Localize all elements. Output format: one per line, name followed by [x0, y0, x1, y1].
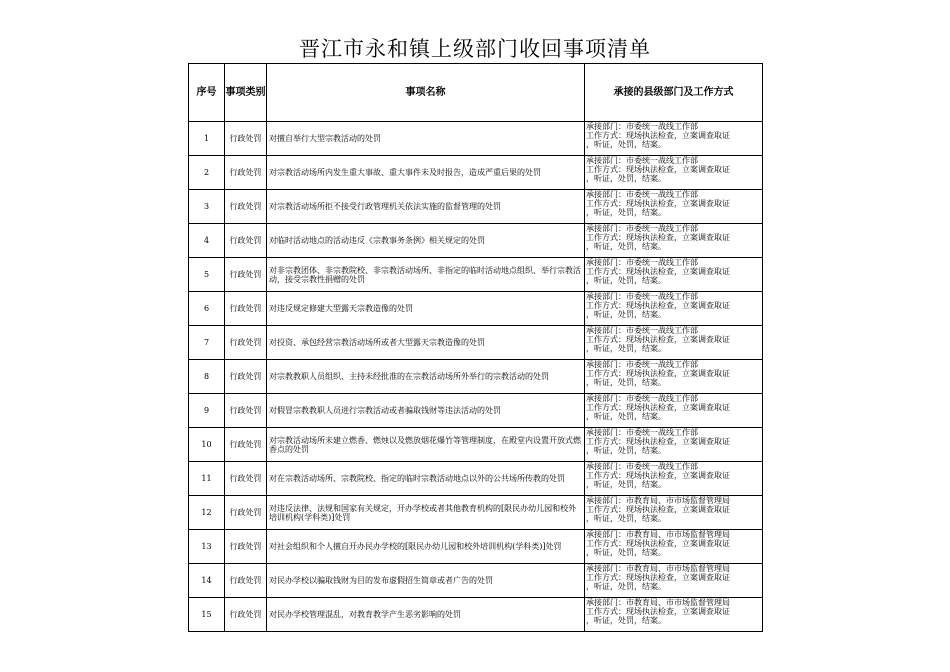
dept-dept-line2: 工作方式：现场执法检查，立案调查取证: [586, 607, 730, 616]
dept-dept-line1: 承接部门：市委统一战线工作部: [586, 360, 698, 369]
dept-dept-line2: 工作方式：现场执法检查，立案调查取证: [586, 199, 730, 208]
dept-dept-line3: ，听证，处罚，结案。: [586, 412, 666, 421]
dept-dept-line1: 承接部门：市委统一战线工作部: [586, 292, 698, 301]
header-num: 序号: [189, 64, 225, 122]
row-number: 5: [189, 258, 225, 292]
dept-dept-line3: ，听证，处罚，结案。: [586, 140, 666, 149]
row-number: 2: [189, 156, 225, 190]
dept-dept-line2: 工作方式：现场执法检查，立案调查取证: [586, 301, 730, 310]
row-dept: [585, 564, 763, 598]
row-number: 10: [189, 428, 225, 462]
row-dept: [585, 530, 763, 564]
dept-dept-line3: ，听证，处罚，结案。: [586, 616, 666, 625]
table-row: [189, 428, 763, 462]
row-category: 行政处罚: [225, 122, 267, 156]
row-dept: [585, 394, 763, 428]
table-row: [189, 564, 763, 598]
dept-dept-line1: 承接部门：市委统一战线工作部: [586, 156, 698, 165]
dept-dept-line3: ，听证，处罚，结案。: [586, 344, 666, 353]
row-dept: [585, 156, 763, 190]
row-number: 14: [189, 564, 225, 598]
table-row: [189, 496, 763, 530]
table-row: [189, 360, 763, 394]
table-row: [189, 598, 763, 632]
row-category: 行政处罚: [225, 530, 267, 564]
row-item-name: 对非宗教团体、非宗教院校、非宗教活动场所、非指定的临时活动地点组织、举行宗教活动，接受宗教性捐赠的处罚: [267, 258, 585, 292]
row-number: 11: [189, 462, 225, 496]
row-number: 6: [189, 292, 225, 326]
dept-dept-line3: ，听证，处罚，结案。: [586, 514, 666, 523]
dept-dept-line1: 承接部门：市委统一战线工作部: [586, 394, 698, 403]
row-dept: [585, 496, 763, 530]
dept-dept-line1: 承接部门：市委统一战线工作部: [586, 190, 698, 199]
dept-dept-line2: 工作方式：现场执法检查，立案调查取证: [586, 369, 730, 378]
row-dept: [585, 122, 763, 156]
dept-dept-line3: ，听证，处罚，结案。: [586, 480, 666, 489]
row-category: 行政处罚: [225, 564, 267, 598]
row-number: 15: [189, 598, 225, 632]
dept-dept-line3: ，听证，处罚，结案。: [586, 548, 666, 557]
items-table: [188, 63, 763, 632]
table-row: [189, 462, 763, 496]
header-dept: 承接的县级部门及工作方式: [585, 64, 763, 122]
dept-dept-line1: 承接部门：市教育局、市市场监督管理局: [586, 496, 730, 505]
table-row: [189, 292, 763, 326]
dept-dept-line1: 承接部门：市委统一战线工作部: [586, 428, 698, 437]
row-category: 行政处罚: [225, 462, 267, 496]
table-row: [189, 190, 763, 224]
dept-dept-line1: 承接部门：市教育局、市市场监督管理局: [586, 530, 730, 539]
dept-dept-line3: ，听证，处罚，结案。: [586, 310, 666, 319]
row-category: 行政处罚: [225, 394, 267, 428]
table-row: [189, 326, 763, 360]
dept-dept-line2: 工作方式：现场执法检查，立案调查取证: [586, 403, 730, 412]
page-title: 晋江市永和镇上级部门收回事项清单: [299, 37, 651, 61]
dept-dept-line2: 工作方式：现场执法检查，立案调查取证: [586, 267, 730, 276]
row-number: 4: [189, 224, 225, 258]
table-row: [189, 394, 763, 428]
dept-dept-line2: 工作方式：现场执法检查，立案调查取证: [586, 233, 730, 242]
row-item-name: 对擅自举行大型宗教活动的处罚: [267, 122, 585, 156]
row-category: 行政处罚: [225, 258, 267, 292]
row-item-name: 对宗教活动场所未建立燃香、燃烛以及燃放烟花爆竹等管理制度，在殿堂内设置开放式燃香点的处罚: [267, 428, 585, 462]
dept-dept-line1: 承接部门：市委统一战线工作部: [586, 122, 698, 131]
row-dept: [585, 292, 763, 326]
row-item-name: 对宗教教职人员组织、主持未经批准的在宗教活动场所外举行的宗教活动的处罚: [267, 360, 585, 394]
row-item-name: 对宗教活动场所拒不接受行政管理机关依法实施的监督管理的处罚: [267, 190, 585, 224]
row-dept: [585, 326, 763, 360]
dept-dept-line1: 承接部门：市委统一战线工作部: [586, 224, 698, 233]
dept-dept-line1: 承接部门：市委统一战线工作部: [586, 462, 698, 471]
table-row: [189, 530, 763, 564]
row-item-name: 对违反法律、法规和国家有关规定，开办学校或者其他教育机构的[限民办幼儿园和校外培训机构(学科类)]处罚: [267, 496, 585, 530]
row-number: 3: [189, 190, 225, 224]
row-item-name: 对违反规定修建大型露天宗教造像的处罚: [267, 292, 585, 326]
row-category: 行政处罚: [225, 156, 267, 190]
row-item-name: 对投资、承包经营宗教活动场所或者大型露天宗教造像的处罚: [267, 326, 585, 360]
table-row: [189, 224, 763, 258]
row-number: 7: [189, 326, 225, 360]
row-category: 行政处罚: [225, 190, 267, 224]
dept-dept-line3: ，听证，处罚，结案。: [586, 242, 666, 251]
row-number: 13: [189, 530, 225, 564]
row-item-name: 对假冒宗教教职人员进行宗教活动或者骗取钱财等违法活动的处罚: [267, 394, 585, 428]
dept-dept-line2: 工作方式：现场执法检查，立案调查取证: [586, 335, 730, 344]
row-category: 行政处罚: [225, 496, 267, 530]
row-dept: [585, 462, 763, 496]
row-number: 8: [189, 360, 225, 394]
table-row: [189, 122, 763, 156]
row-dept: [585, 598, 763, 632]
dept-dept-line3: ，听证，处罚，结案。: [586, 276, 666, 285]
dept-dept-line1: 承接部门：市教育局、市市场监督管理局: [586, 564, 730, 573]
table-body: [189, 122, 763, 632]
row-dept: [585, 190, 763, 224]
table-row: [189, 258, 763, 292]
row-dept: [585, 428, 763, 462]
row-item-name: 对临时活动地点的活动违反《宗教事务条例》相关规定的处罚: [267, 224, 585, 258]
row-item-name: 对民办学校以骗取钱财为目的发布虚假招生简章或者广告的处罚: [267, 564, 585, 598]
dept-dept-line3: ，听证，处罚，结案。: [586, 582, 666, 591]
row-item-name: 对在宗教活动场所、宗教院校、指定的临时宗教活动地点以外的公共场所传教的处罚: [267, 462, 585, 496]
dept-dept-line3: ，听证，处罚，结案。: [586, 446, 666, 455]
row-dept: [585, 224, 763, 258]
dept-dept-line2: 工作方式：现场执法检查，立案调查取证: [586, 539, 730, 548]
dept-dept-line3: ，听证，处罚，结案。: [586, 174, 666, 183]
dept-dept-line1: 承接部门：市教育局、市市场监督管理局: [586, 598, 730, 607]
header-row: [189, 64, 763, 122]
row-category: 行政处罚: [225, 326, 267, 360]
row-number: 12: [189, 496, 225, 530]
row-category: 行政处罚: [225, 598, 267, 632]
dept-dept-line2: 工作方式：现场执法检查，立案调查取证: [586, 505, 730, 514]
dept-dept-line2: 工作方式：现场执法检查，立案调查取证: [586, 131, 730, 140]
dept-dept-line2: 工作方式：现场执法检查，立案调查取证: [586, 573, 730, 582]
row-category: 行政处罚: [225, 292, 267, 326]
dept-dept-line2: 工作方式：现场执法检查，立案调查取证: [586, 437, 730, 446]
row-dept: [585, 258, 763, 292]
row-category: 行政处罚: [225, 360, 267, 394]
dept-dept-line1: 承接部门：市委统一战线工作部: [586, 258, 698, 267]
row-item-name: 对民办学校管理混乱，对教育教学产生恶劣影响的处罚: [267, 598, 585, 632]
row-item-name: 对宗教活动场所内发生重大事故、重大事件未及时报告，造成严重后果的处罚: [267, 156, 585, 190]
row-number: 1: [189, 122, 225, 156]
row-category: 行政处罚: [225, 224, 267, 258]
row-dept: [585, 360, 763, 394]
dept-dept-line2: 工作方式：现场执法检查，立案调查取证: [586, 471, 730, 480]
dept-dept-line2: 工作方式：现场执法检查，立案调查取证: [586, 165, 730, 174]
header-category: 事项类别: [225, 64, 267, 122]
header-name: 事项名称: [267, 64, 585, 122]
dept-dept-line3: ，听证，处罚，结案。: [586, 378, 666, 387]
dept-dept-line3: ，听证，处罚，结案。: [586, 208, 666, 217]
dept-dept-line1: 承接部门：市委统一战线工作部: [586, 326, 698, 335]
row-item-name: 对社会组织和个人擅自开办民办学校的[限民办幼儿园和校外培训机构(学科类)]处罚: [267, 530, 585, 564]
table-row: [189, 156, 763, 190]
row-category: 行政处罚: [225, 428, 267, 462]
row-number: 9: [189, 394, 225, 428]
